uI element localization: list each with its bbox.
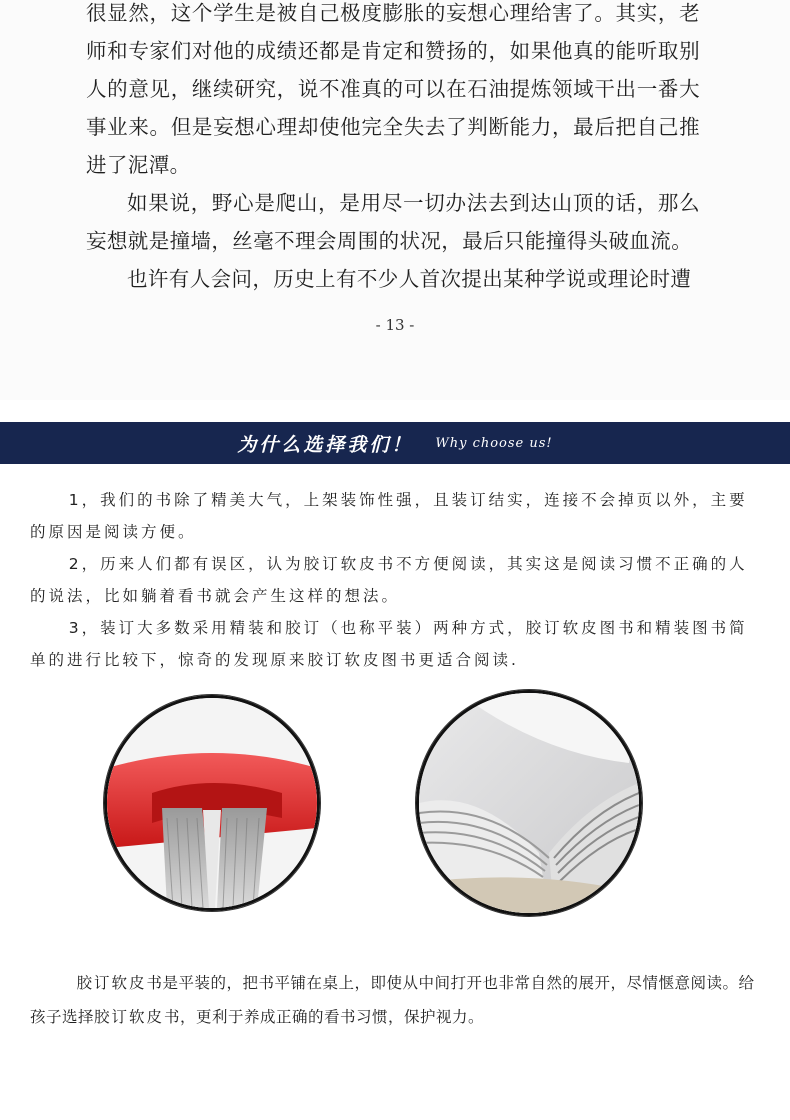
why-choose-us-banner [0,422,790,464]
book-paragraph: 也许有人会问，历史上有不少人首次提出某种学说或理论时遭 [127,267,692,291]
book-text [86,0,700,298]
closing-term: 胶订软皮 [76,974,147,992]
banner-title-en: Why choose us! [435,435,553,451]
book-paragraph: 很显然，这个学生是被自己极度膨胀的妄想心理给害了。其实，老师和专家们对他的成绩还都是肯定和赞扬的，如果他真的能听取别人的意见，继续研究，说不准真的可以在石油提炼领域干出一番大事业来。但是妄想心理却使他完全失去了判断能力，最后把自己推进了泥潭。 [86,1,700,177]
reason-item: 2，历来人们都有误区，认为胶订软皮书不方便阅读，其实这是阅读习惯不正确的人的说法，比如躺着看书就会产生这样的想法。 [30,555,748,605]
banner-title-cn: 为什么选择我们！ [237,433,414,456]
closing-paragraph [30,966,760,1034]
closing-term2: 胶订软皮 [94,1008,165,1026]
page-number: - 13 - [375,316,415,334]
paperback-book-photo [416,690,642,916]
reason-item: 1，我们的书除了精美大气，上架装饰性强，且装订结实，连接不会掉页以外，主要的原因是阅读方便。 [30,491,748,541]
reasons-list [30,484,750,676]
closing-text [30,966,760,1034]
reason-item: 3，装订大多数采用精装和胶订（也称平装）两种方式，胶订软皮图书和精装图书简单的进行比较下，惊奇的发现原来胶订软皮图书更适合阅读. [30,619,748,669]
book-paragraph: 如果说，野心是爬山，是用尽一切办法去到达山顶的话，那么妄想就是撞墙，丝毫不理会周围的状况，最后只能撞得头破血流。 [86,191,700,253]
hardcover-book-photo [104,695,320,911]
book-page-scan [0,0,790,400]
closing-part2: 书，更利于养成正确的看书习惯，保护视力。 [164,1008,485,1026]
closing-part1: 书是平装的，把书平铺在桌上，即使从中间打开也非常自然的展开，尽情惬意阅读。给孩子选择 [30,974,755,1026]
